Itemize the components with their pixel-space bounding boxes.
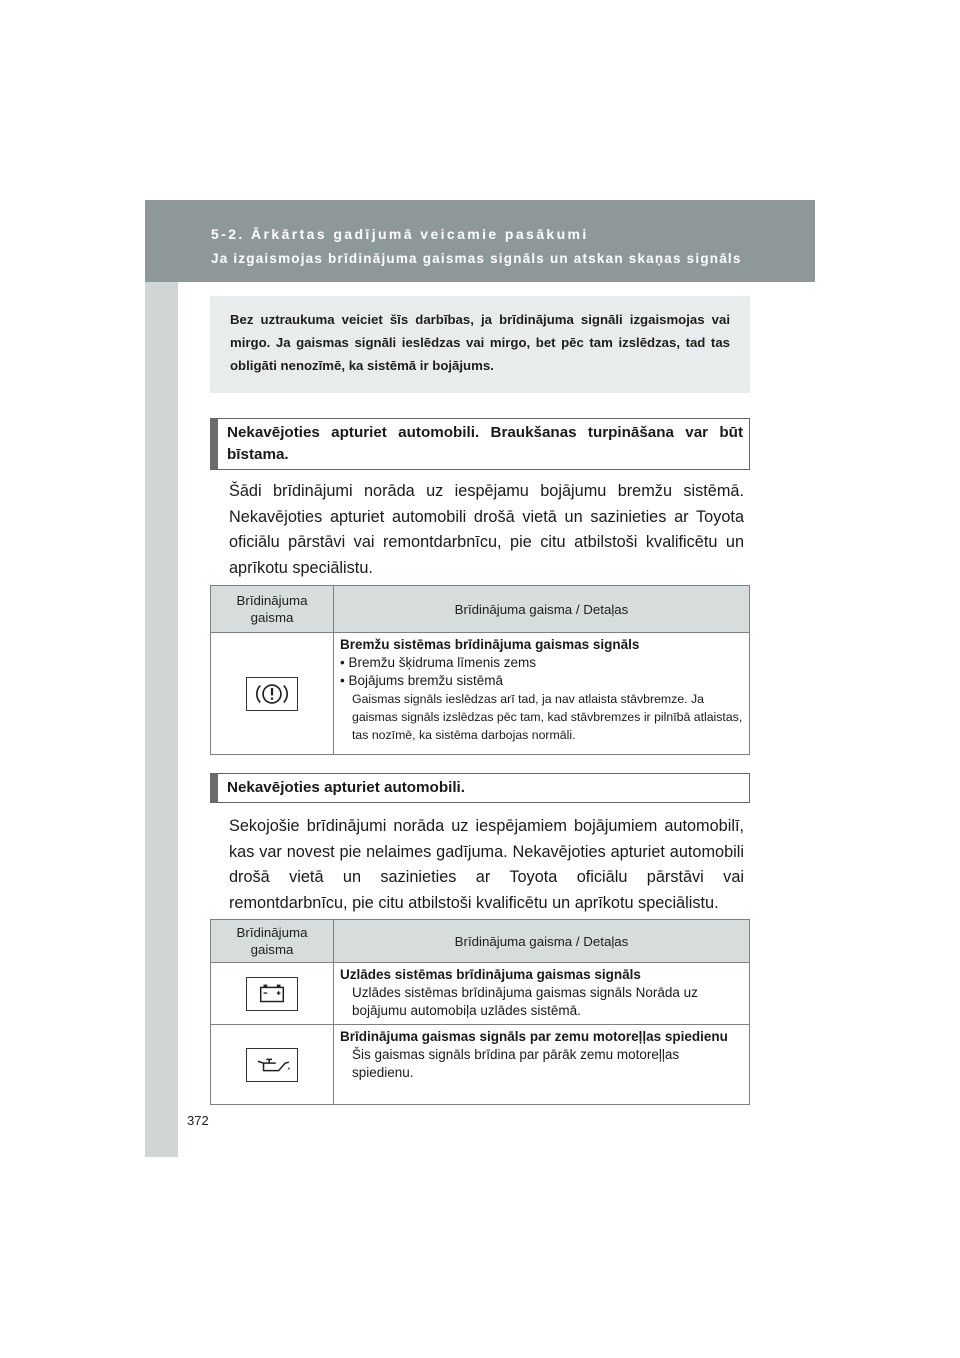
warning-title: Uzlādes sistēmas brīdinājuma gaismas signāls (340, 967, 641, 982)
detail-cell (334, 633, 750, 755)
table-header-row (211, 586, 750, 633)
battery-icon (246, 977, 298, 1011)
note-box: Bez uztraukuma veiciet šīs darbības, ja brīdinājuma signāli izgaismojas vai mirgo. Ja gaismas signāli ieslēdzas vai mirgo, bet pēc tam izslēdzas, tad tas obligāti nenozīmē, ka sistēmā ir bojājums. (210, 296, 750, 393)
section-title: 5-2. Ārkārtas gadījumā veicamie pasākumi (211, 226, 589, 242)
brake-warning-table (210, 585, 750, 755)
paragraph-malfunction: Sekojošie brīdinājumi norāda uz iespējamiem bojājumiem automobilī, kas var novest pie nelaimes gadījuma. Nekavējoties apturiet automobili drošā vietā un sazinieties ar Toyota oficiālu pārstāvi vai remontdarbnīcu, pie citu atbilstoši kvalificētu un aprīkotu speciālistu. (229, 817, 744, 912)
malfunction-warning-table (210, 919, 750, 1105)
page-number: 372 (187, 1113, 209, 1128)
detail-cell (334, 1025, 750, 1105)
icon-cell (211, 633, 334, 755)
oil-can-icon (246, 1048, 298, 1082)
warning-note: Gaismas signāls ieslēdzas arī tad, ja nav atlaista stāvbremze. Ja gaismas signāls izslēdzas pēc tam, kad stāvbremzes ir pilnībā atlaistas, tas nozīmē, ka sistēma darbojas normāli. (352, 692, 743, 742)
section-subtitle: Ja izgaismojas brīdinājuma gaismas signāls un atskan skaņas signāls (211, 251, 742, 266)
bullet-item: • Bojājums bremžu sistēmā (340, 673, 504, 688)
section-header (145, 200, 815, 282)
sidebar-strip (145, 200, 178, 1157)
table-row (211, 1025, 750, 1105)
warning-detail: Uzlādes sistēmas brīdinājuma gaismas signāls Norāda uz bojājumu automobiļa uzlādes sistēmā. (352, 985, 698, 1018)
table-row (211, 963, 750, 1025)
detail-cell (334, 963, 750, 1025)
warning-title: Bremžu sistēmas brīdinājuma gaismas signāls (340, 637, 640, 652)
heading-stop-immediately: Nekavējoties apturiet automobili. Braukšanas turpināšana var būt bīstama. (210, 418, 750, 470)
warning-detail: Šis gaismas signāls brīdina par pārāk zemu motoreļļas spiedienu. (352, 1047, 680, 1080)
icon-cell (211, 963, 334, 1025)
warning-title: Brīdinājuma gaismas signāls par zemu motoreļļas spiedienu (340, 1029, 728, 1044)
table-header-row (211, 920, 750, 963)
brake-warning-icon (246, 677, 298, 711)
col-header-light: Brīdinājuma gaisma (211, 920, 334, 963)
bullet-item: • Bremžu šķidruma līmenis zems (340, 655, 537, 670)
col-header-light: Brīdinājuma gaisma (211, 586, 334, 633)
table-row (211, 633, 750, 755)
paragraph-brake-warning: Šādi brīdinājumi norāda uz iespējamu bojājumu bremžu sistēmā. Nekavējoties apturiet automobili drošā vietā un sazinieties ar Toyota oficiālu pārstāvi vai remontdarbnīcu, pie citu atbilstoši kvalificētu un aprīkotu speciālistu. (229, 482, 744, 577)
icon-cell (211, 1025, 334, 1105)
col-header-details: Brīdinājuma gaisma / Detaļas (334, 920, 750, 963)
col-header-details: Brīdinājuma gaisma / Detaļas (334, 586, 750, 633)
heading-stop: Nekavējoties apturiet automobili. (210, 773, 750, 803)
